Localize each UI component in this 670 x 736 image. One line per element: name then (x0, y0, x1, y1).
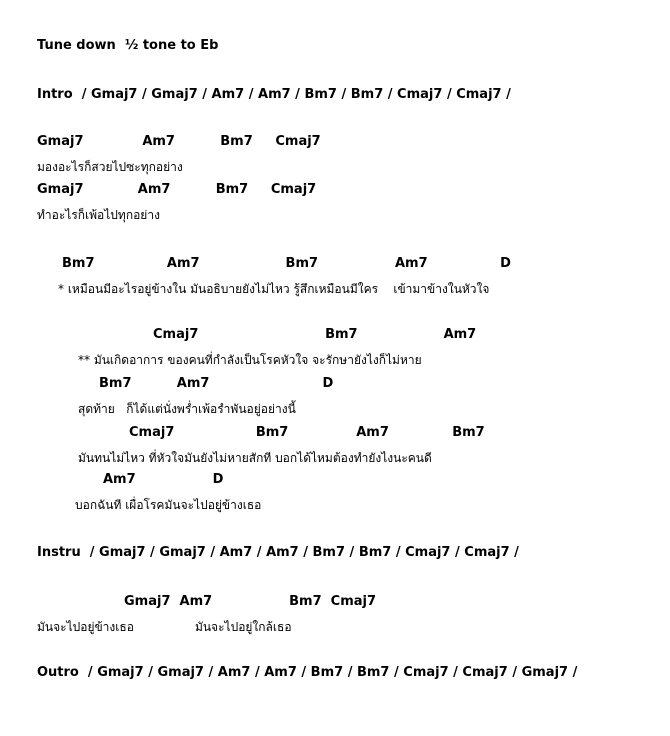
chorus-chords-4: Am7 D (103, 472, 224, 487)
verse-lyric-2: ทำอะไรก็เพ้อไปทุกอย่าง (37, 208, 160, 222)
verse-chords-1: Gmaj7 Am7 Bm7 Cmaj7 (37, 134, 321, 149)
tuning-note: Tune down ½ tone to Eb (37, 38, 219, 53)
chorus-lyric-4: บอกฉันที เผื่อโรคมันจะไปอยู่ข้างเธอ (75, 498, 262, 512)
bridge-chords: Gmaj7 Am7 Bm7 Cmaj7 (124, 594, 377, 609)
verse-lyric-1: มองอะไรก็สวยไปซะทุกอย่าง (37, 160, 183, 174)
pre-chorus-chords: Bm7 Am7 Bm7 Am7 D (62, 256, 511, 271)
pre-chorus-lyric: * เหมือนมีอะไรอยู่ข้างใน มันอธิบายยังไม่ไหว รู้สึกเหมือนมีใคร เข้ามาข้างในหัวใจ (58, 282, 490, 296)
bridge-lyric: มันจะไปอยู่ข้างเธอ มันจะไปอยู่ใกล้เธอ (37, 620, 292, 634)
instru-progression: Instru / Gmaj7 / Gmaj7 / Am7 / Am7 / Bm7 / Bm7 / Cmaj7 / Cmaj7 / (37, 545, 519, 560)
chorus-chords-3: Cmaj7 Bm7 Am7 Bm7 (129, 425, 485, 440)
chorus-lyric-1: ** มันเกิดอาการ ของคนที่กำลังเป็นโรคหัวใจ จะรักษายังไงก็ไม่หาย (78, 353, 422, 367)
chorus-chords-1: Cmaj7 Bm7 Am7 (153, 327, 477, 342)
intro-progression: Intro / Gmaj7 / Gmaj7 / Am7 / Am7 / Bm7 / Bm7 / Cmaj7 / Cmaj7 / (37, 87, 511, 102)
chorus-lyric-3: มันทนไม่ไหว ที่หัวใจมันยังไม่หายสักที บอกได้ไหมต้องทำยังไงนะคนดี (78, 451, 432, 465)
chorus-lyric-2: สุดท้าย ก็ได้แต่นั่งพร่ำเพ้อรำพันอยู่อย่างนี้ (78, 402, 296, 416)
chorus-chords-2: Bm7 Am7 D (99, 376, 334, 391)
outro-progression: Outro / Gmaj7 / Gmaj7 / Am7 / Am7 / Bm7 / Bm7 / Cmaj7 / Cmaj7 / Gmaj7 / (37, 665, 578, 680)
verse-chords-2: Gmaj7 Am7 Bm7 Cmaj7 (37, 182, 317, 197)
